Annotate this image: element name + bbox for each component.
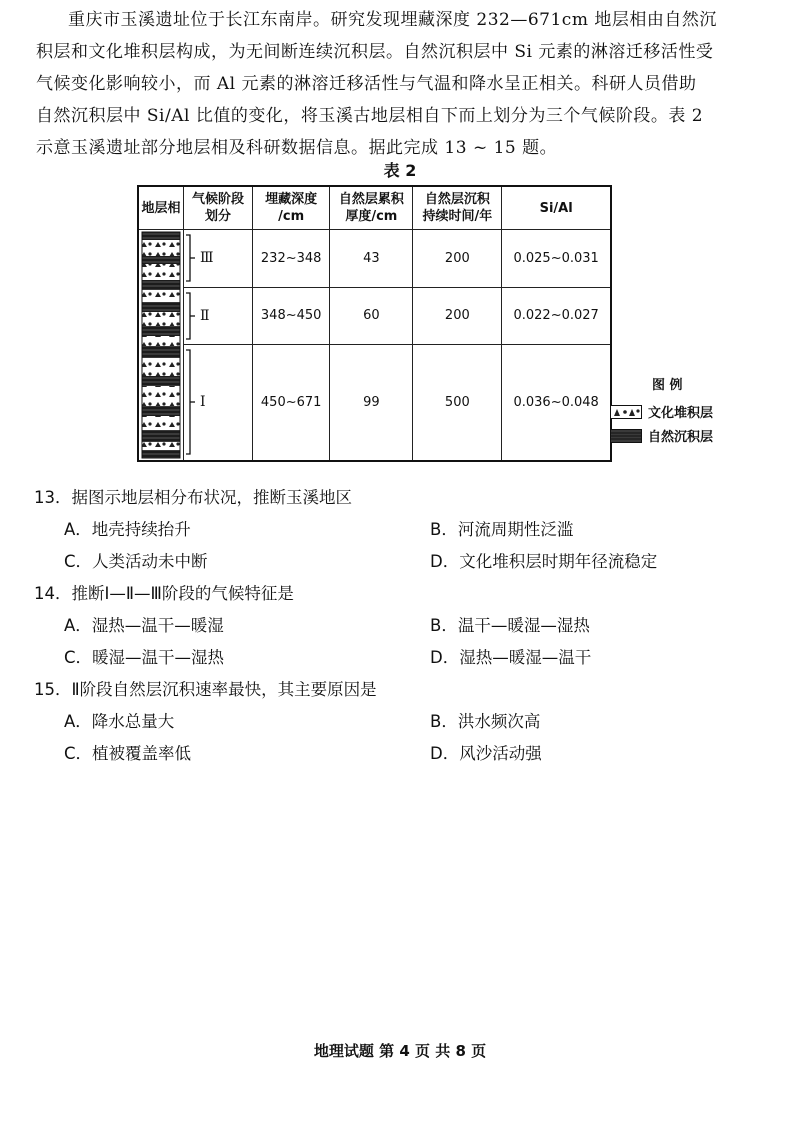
header-thickness-line2: 厚度/cm [345,209,398,224]
cultural-layer-icon [610,405,642,419]
legend-item-cultural [610,402,713,421]
intro-line: 气候变化影响较小，而 Al 元素的淋溶迁移活性与气温和降水呈正相关。科研人员借助 [36,74,697,94]
question-13-option-d[interactable]: D．文化堆积层时期年径流稳定 [430,552,658,571]
legend-title: 图 例 [652,378,683,393]
ratio-cell: 0.036~0.048 [502,344,611,461]
bracket-icon [184,348,200,456]
ratio-cell: 0.022~0.027 [502,287,611,344]
header-duration-line2: 持续时间/年 [422,209,493,224]
header-ratio: Si/Al [502,186,611,230]
duration-cell: 200 [413,230,502,288]
stage-label: Ⅰ [200,394,206,411]
question-15-option-b[interactable]: B．洪水频次高 [430,712,541,731]
header-thickness-line1: 自然层累积 [338,192,404,207]
thickness-cell: 99 [330,344,413,461]
legend-label: 文化堆积层 [648,406,714,421]
table-row [138,230,611,288]
page-footer: 地理试题 第 4 页 共 8 页 [313,1042,487,1060]
depth-cell: 348~450 [253,287,330,344]
header-depth [253,186,330,230]
header-depth-line1: 埋藏深度 [265,192,318,207]
header-stage [184,186,253,230]
bracket-icon [184,233,200,283]
legend-label: 自然沉积层 [648,430,714,445]
stage-label: Ⅲ [200,250,214,267]
legend-item-natural [610,426,713,445]
depth-cell: 232~348 [253,230,330,288]
intro-line: 自然沉积层中 Si/Al 比值的变化，将玉溪古地层相自下而上划分为三个气候阶段。表 2 [36,106,704,126]
header-stage-line1: 气候阶段 [191,192,244,207]
strata-data-table [137,185,612,462]
question-15-option-a[interactable]: A．降水总量大 [64,712,175,731]
table-header-row [138,186,611,230]
question-14-option-c[interactable]: C．暖湿—温干—湿热 [64,648,225,667]
depth-cell: 450~671 [253,344,330,461]
thickness-cell: 43 [330,230,413,288]
duration-cell: 500 [413,344,502,461]
intro-line: 重庆市玉溪遗址位于长江东南岸。研究发现埋藏深度 232—671cm 地层相由自然沉 [68,10,717,30]
question-13-option-c[interactable]: C．人类活动未中断 [64,552,208,571]
question-13-stem: 13．据图示地层相分布状况，推断玉溪地区 [34,488,352,507]
table-title: 表 2 [383,161,417,180]
question-14-stem: 14．推断Ⅰ—Ⅱ—Ⅲ阶段的气候特征是 [34,584,294,603]
question-15-option-d[interactable]: D．风沙活动强 [430,744,542,763]
header-duration-line1: 自然层沉积 [424,192,490,207]
intro-paragraph [36,4,776,164]
table-row [138,344,611,461]
stage-cell [184,230,253,288]
thickness-cell: 60 [330,287,413,344]
question-13-option-a[interactable]: A．地壳持续抬升 [64,520,191,539]
question-15-option-c[interactable]: C．植被覆盖率低 [64,744,192,763]
bracket-icon [184,291,200,341]
header-depth-line2: /cm [278,209,305,224]
table-row [138,287,611,344]
ratio-cell: 0.025~0.031 [502,230,611,288]
question-13-option-b[interactable]: B．河流周期性泛滥 [430,520,574,539]
stage-cell [184,344,253,461]
stage-label: Ⅱ [200,307,210,324]
intro-line: 积层和文化堆积层构成，为无间断连续沉积层。自然沉积层中 Si 元素的淋溶迁移活性受 [36,42,714,62]
question-15-stem: 15．Ⅱ阶段自然层沉积速率最快，其主要原因是 [34,680,377,699]
question-14-option-d[interactable]: D．湿热—暖湿—温干 [430,648,592,667]
natural-layer-icon [610,429,642,443]
intro-line: 示意玉溪遗址部分地层相及科研数据信息。据此完成 13 ~ 15 题。 [36,138,558,158]
header-duration [413,186,502,230]
duration-cell: 200 [413,287,502,344]
question-14-option-b[interactable]: B．温干—暖湿—湿热 [430,616,590,635]
header-strata: 地层相 [138,186,184,230]
question-14-option-a[interactable]: A．湿热—温干—暖湿 [64,616,224,635]
header-thickness [330,186,413,230]
strata-column-graphic [138,230,184,462]
strata-column-icon [139,230,183,460]
stage-cell [184,287,253,344]
header-stage-line2: 划分 [204,209,231,224]
